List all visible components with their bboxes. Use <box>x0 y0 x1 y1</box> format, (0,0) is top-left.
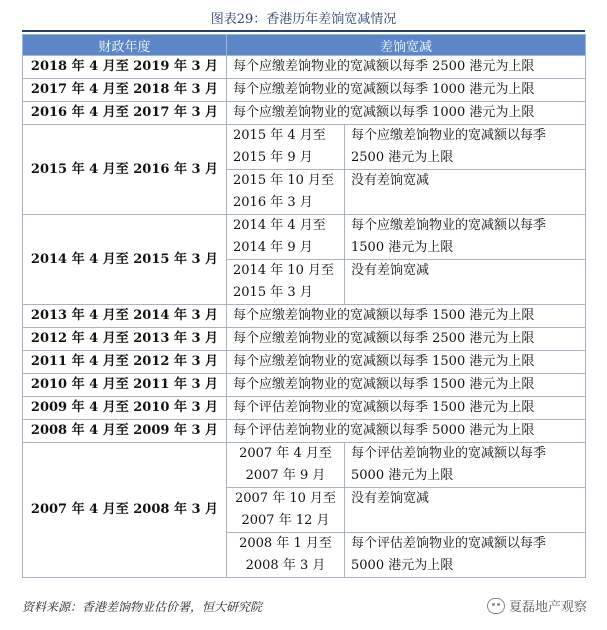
fiscal-year-cell: 2016 年 4 月至 2017 年 3 月 <box>23 102 227 125</box>
rates-concession-table <box>22 34 586 578</box>
fiscal-year-cell: 2010 年 4 月至 2011 年 3 月 <box>23 374 227 397</box>
fiscal-year-cell: 2017 年 4 月至 2018 年 3 月 <box>23 79 227 102</box>
fiscal-year-cell: 2013 年 4 月至 2014 年 3 月 <box>23 305 227 328</box>
source-note: 资料来源：香港差饷物业估价署，恒大研究院 <box>22 600 263 614</box>
table-row <box>23 215 586 260</box>
table-row <box>23 443 586 488</box>
concession-cell: 没有差饷宽减 <box>345 170 586 215</box>
table-row <box>23 125 586 170</box>
sub-period-cell: 2014 年 10 月至 2015 年 3 月 <box>227 260 345 305</box>
figure-title: 图表29：香港历年差饷宽减情况 <box>210 12 397 27</box>
concession-cell: 每个评估差饷物业的宽减额以每季 5000 港元为上限 <box>345 533 586 578</box>
table-row <box>23 79 586 102</box>
sub-period-cell: 2007 年 4 月至 2007 年 9 月 <box>227 443 345 488</box>
watermark-logo <box>487 596 587 615</box>
watermark-text: 夏磊地产观察 <box>508 600 587 615</box>
table-row <box>23 102 586 125</box>
concession-cell: 每个应缴差饷物业的宽减额以每季 1000 港元为上限 <box>227 79 586 102</box>
table-row <box>23 305 586 328</box>
concession-cell: 每个应缴差饷物业的宽减额以每季 1500 港元为上限 <box>227 351 586 374</box>
sub-period-cell: 2014 年 4 月至 2014 年 9 月 <box>227 215 345 260</box>
concession-cell: 每个应缴差饷物业的宽减额以每季 1500 港元为上限 <box>227 305 586 328</box>
fiscal-year-cell: 2009 年 4 月至 2010 年 3 月 <box>23 397 227 420</box>
title-divider <box>22 30 585 32</box>
fiscal-year-cell: 2014 年 4 月至 2015 年 3 月 <box>23 215 227 305</box>
table-header-row <box>23 35 586 56</box>
sub-period-cell: 2015 年 4 月至 2015 年 9 月 <box>227 125 345 170</box>
fiscal-year-cell: 2007 年 4 月至 2008 年 3 月 <box>23 443 227 578</box>
fiscal-year-cell: 2012 年 4 月至 2013 年 3 月 <box>23 328 227 351</box>
fiscal-year-cell: 2015 年 4 月至 2016 年 3 月 <box>23 125 227 215</box>
table-row <box>23 420 586 443</box>
table-row <box>23 397 586 420</box>
fiscal-year-cell: 2011 年 4 月至 2012 年 3 月 <box>23 351 227 374</box>
sub-period-cell: 2007 年 10 月至 2007 年 12 月 <box>227 488 345 533</box>
wechat-icon <box>487 598 505 614</box>
concession-cell: 每个应缴差饷物业的宽减额以每季 2500 港元为上限 <box>227 328 586 351</box>
concession-cell: 每个应缴差饷物业的宽减额以每季 2500 港元为上限 <box>227 56 586 79</box>
concession-cell: 每个评估差饷物业的宽减额以每季 1500 港元为上限 <box>227 397 586 420</box>
concession-cell: 每个应缴差饷物业的宽减额以每季 1500 港元为上限 <box>345 215 586 260</box>
header-fiscal-year: 财政年度 <box>23 35 227 56</box>
concession-cell: 每个应缴差饷物业的宽减额以每季 1000 港元为上限 <box>227 102 586 125</box>
table-row <box>23 374 586 397</box>
fiscal-year-cell: 2018 年 4 月至 2019 年 3 月 <box>23 56 227 79</box>
sub-period-cell: 2015 年 10 月至 2016 年 3 月 <box>227 170 345 215</box>
table-row <box>23 56 586 79</box>
table-row <box>23 351 586 374</box>
concession-cell: 每个评估差饷物业的宽减额以每季 5000 港元为上限 <box>345 443 586 488</box>
fiscal-year-cell: 2008 年 4 月至 2009 年 3 月 <box>23 420 227 443</box>
concession-cell: 没有差饷宽减 <box>345 260 586 305</box>
concession-cell: 每个应缴差饷物业的宽减额以每季 2500 港元为上限 <box>345 125 586 170</box>
header-rates-concession: 差饷宽减 <box>227 35 586 56</box>
concession-cell: 没有差饷宽减 <box>345 488 586 533</box>
concession-cell: 每个评估差饷物业的宽减额以每季 5000 港元为上限 <box>227 420 586 443</box>
table-row <box>23 328 586 351</box>
concession-cell: 每个应缴差饷物业的宽减额以每季 1500 港元为上限 <box>227 374 586 397</box>
sub-period-cell: 2008 年 1 月至 2008 年 3 月 <box>227 533 345 578</box>
